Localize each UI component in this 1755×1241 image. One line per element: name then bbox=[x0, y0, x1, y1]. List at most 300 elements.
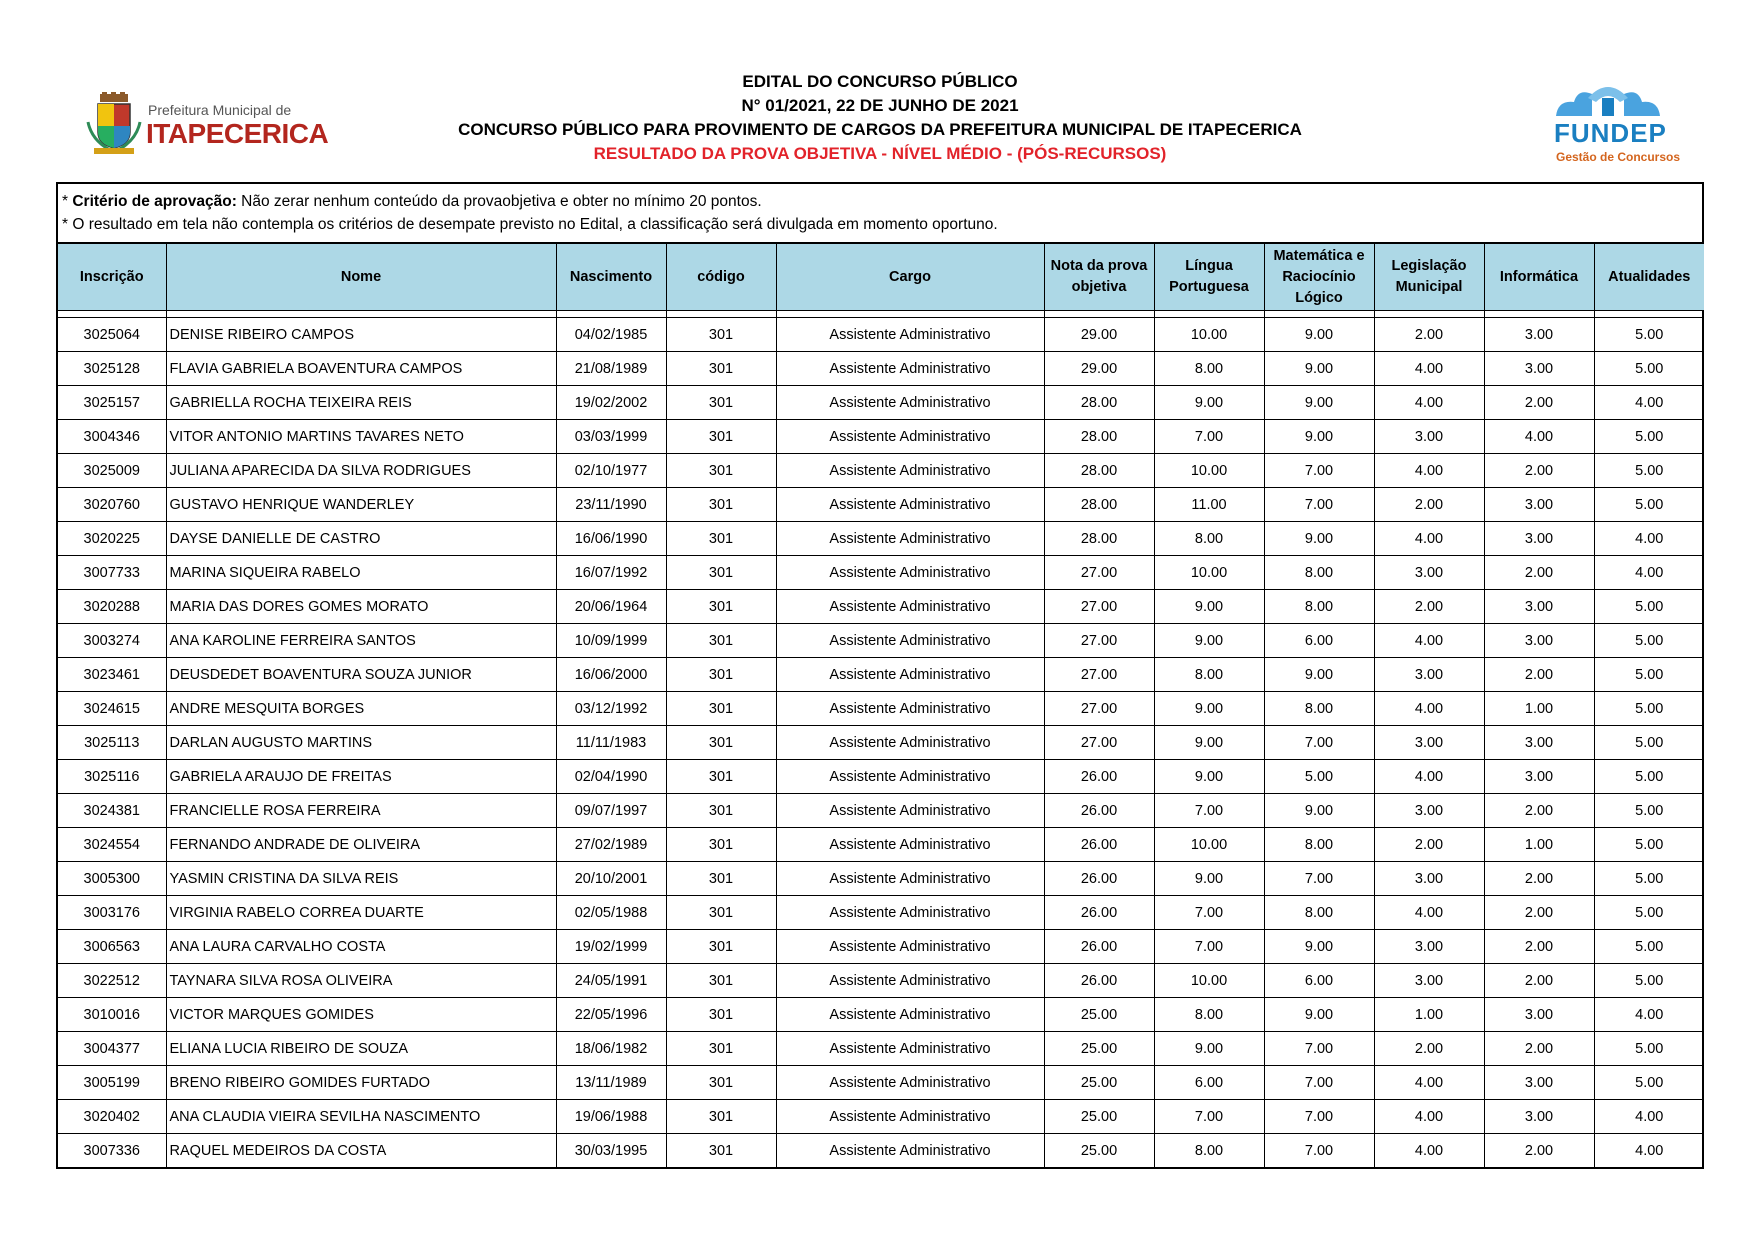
col-informatica-cell: 3.00 bbox=[1484, 1066, 1594, 1100]
col-informatica-cell: 2.00 bbox=[1484, 964, 1594, 998]
col-codigo-cell: 301 bbox=[666, 522, 776, 556]
col-inscricao-cell: 3003176 bbox=[58, 896, 166, 930]
col-atualidades-header: Atualidades bbox=[1594, 244, 1704, 311]
col-atualidades-cell: 5.00 bbox=[1594, 828, 1704, 862]
col-nascimento-cell: 10/09/1999 bbox=[556, 624, 666, 658]
col-codigo-cell: 301 bbox=[666, 692, 776, 726]
col-informatica-cell: 2.00 bbox=[1484, 794, 1594, 828]
col-cargo-cell: Assistente Administrativo bbox=[776, 624, 1044, 658]
col-informatica-cell: 3.00 bbox=[1484, 488, 1594, 522]
col-inscricao-cell: 3025128 bbox=[58, 352, 166, 386]
col-informatica-cell: 3.00 bbox=[1484, 590, 1594, 624]
col-nota-cell: 28.00 bbox=[1044, 420, 1154, 454]
col-lingua-cell: 8.00 bbox=[1154, 998, 1264, 1032]
col-inscricao-cell: 3025009 bbox=[58, 454, 166, 488]
col-legislacao-cell: 4.00 bbox=[1374, 896, 1484, 930]
col-nota-header: Nota da prova objetiva bbox=[1044, 244, 1154, 311]
col-inscricao-cell: 3010016 bbox=[58, 998, 166, 1032]
col-cargo-cell: Assistente Administrativo bbox=[776, 726, 1044, 760]
table-row bbox=[58, 1066, 1704, 1100]
col-legislacao-cell: 4.00 bbox=[1374, 1066, 1484, 1100]
col-inscricao-cell: 3023461 bbox=[58, 658, 166, 692]
col-inscricao-cell: 3004377 bbox=[58, 1032, 166, 1066]
col-atualidades-cell: 5.00 bbox=[1594, 1066, 1704, 1100]
col-nascimento-cell: 21/08/1989 bbox=[556, 352, 666, 386]
col-lingua-cell: 11.00 bbox=[1154, 488, 1264, 522]
col-matematica-cell: 9.00 bbox=[1264, 420, 1374, 454]
table-row bbox=[58, 794, 1704, 828]
col-lingua-cell: 9.00 bbox=[1154, 590, 1264, 624]
table-row bbox=[58, 828, 1704, 862]
col-nota-cell: 26.00 bbox=[1044, 964, 1154, 998]
col-lingua-cell: 8.00 bbox=[1154, 658, 1264, 692]
col-cargo-cell: Assistente Administrativo bbox=[776, 522, 1044, 556]
col-nota-cell: 25.00 bbox=[1044, 998, 1154, 1032]
col-legislacao-cell: 3.00 bbox=[1374, 556, 1484, 590]
table-row bbox=[58, 692, 1704, 726]
col-legislacao-cell: 4.00 bbox=[1374, 1100, 1484, 1134]
col-codigo-cell: 301 bbox=[666, 590, 776, 624]
col-informatica-cell: 3.00 bbox=[1484, 624, 1594, 658]
table-row bbox=[58, 998, 1704, 1032]
col-inscricao-cell: 3025116 bbox=[58, 760, 166, 794]
col-matematica-cell: 7.00 bbox=[1264, 1100, 1374, 1134]
table-row bbox=[58, 930, 1704, 964]
col-cargo-cell: Assistente Administrativo bbox=[776, 420, 1044, 454]
col-nascimento-cell: 22/05/1996 bbox=[556, 998, 666, 1032]
col-nascimento-cell: 16/06/2000 bbox=[556, 658, 666, 692]
col-nascimento-cell: 20/10/2001 bbox=[556, 862, 666, 896]
table-row bbox=[58, 352, 1704, 386]
col-nome-cell: RAQUEL MEDEIROS DA COSTA bbox=[166, 1134, 556, 1168]
col-legislacao-cell: 3.00 bbox=[1374, 658, 1484, 692]
col-nome-cell: GABRIELLA ROCHA TEIXEIRA REIS bbox=[166, 386, 556, 420]
col-informatica-cell: 1.00 bbox=[1484, 692, 1594, 726]
col-inscricao-cell: 3020402 bbox=[58, 1100, 166, 1134]
col-lingua-cell: 9.00 bbox=[1154, 1032, 1264, 1066]
col-inscricao-cell: 3003274 bbox=[58, 624, 166, 658]
col-nascimento-cell: 19/02/2002 bbox=[556, 386, 666, 420]
col-cargo-cell: Assistente Administrativo bbox=[776, 1100, 1044, 1134]
col-nome-cell: BRENO RIBEIRO GOMIDES FURTADO bbox=[166, 1066, 556, 1100]
col-legislacao-cell: 3.00 bbox=[1374, 964, 1484, 998]
col-cargo-cell: Assistente Administrativo bbox=[776, 658, 1044, 692]
col-matematica-cell: 8.00 bbox=[1264, 556, 1374, 590]
col-cargo-cell: Assistente Administrativo bbox=[776, 488, 1044, 522]
col-informatica-cell: 1.00 bbox=[1484, 828, 1594, 862]
col-lingua-cell: 9.00 bbox=[1154, 760, 1264, 794]
col-matematica-cell: 9.00 bbox=[1264, 318, 1374, 352]
col-codigo-cell: 301 bbox=[666, 556, 776, 590]
col-nome-cell: DEUSDEDET BOAVENTURA SOUZA JUNIOR bbox=[166, 658, 556, 692]
col-cargo-cell: Assistente Administrativo bbox=[776, 556, 1044, 590]
col-inscricao-cell: 3025113 bbox=[58, 726, 166, 760]
col-nome-cell: ANDRE MESQUITA BORGES bbox=[166, 692, 556, 726]
col-lingua-cell: 6.00 bbox=[1154, 1066, 1264, 1100]
col-cargo-cell: Assistente Administrativo bbox=[776, 896, 1044, 930]
col-atualidades-cell: 4.00 bbox=[1594, 998, 1704, 1032]
col-cargo-cell: Assistente Administrativo bbox=[776, 760, 1044, 794]
col-codigo-header: código bbox=[666, 244, 776, 311]
col-atualidades-cell: 5.00 bbox=[1594, 862, 1704, 896]
col-inscricao-cell: 3020288 bbox=[58, 590, 166, 624]
col-nascimento-cell: 27/02/1989 bbox=[556, 828, 666, 862]
col-atualidades-cell: 4.00 bbox=[1594, 1100, 1704, 1134]
col-matematica-cell: 7.00 bbox=[1264, 862, 1374, 896]
col-nascimento-cell: 18/06/1982 bbox=[556, 1032, 666, 1066]
col-nome-cell: YASMIN CRISTINA DA SILVA REIS bbox=[166, 862, 556, 896]
col-nome-cell: VITOR ANTONIO MARTINS TAVARES NETO bbox=[166, 420, 556, 454]
note-tiebreak: * O resultado em tela não contempla os critérios de desempate previsto no Edital, a classificação será divulgada em momento oportuno. bbox=[62, 216, 998, 233]
col-nota-cell: 28.00 bbox=[1044, 386, 1154, 420]
col-nascimento-cell: 03/03/1999 bbox=[556, 420, 666, 454]
col-matematica-header: Matemática e Raciocínio Lógico bbox=[1264, 244, 1374, 311]
col-cargo-cell: Assistente Administrativo bbox=[776, 1066, 1044, 1100]
col-informatica-cell: 3.00 bbox=[1484, 998, 1594, 1032]
col-cargo-cell: Assistente Administrativo bbox=[776, 692, 1044, 726]
col-nota-cell: 26.00 bbox=[1044, 930, 1154, 964]
col-nome-cell: GABRIELA ARAUJO DE FREITAS bbox=[166, 760, 556, 794]
col-atualidades-cell: 5.00 bbox=[1594, 488, 1704, 522]
col-lingua-cell: 7.00 bbox=[1154, 794, 1264, 828]
col-informatica-cell: 2.00 bbox=[1484, 862, 1594, 896]
col-nascimento-cell: 04/02/1985 bbox=[556, 318, 666, 352]
col-codigo-cell: 301 bbox=[666, 998, 776, 1032]
col-codigo-cell: 301 bbox=[666, 624, 776, 658]
col-cargo-cell: Assistente Administrativo bbox=[776, 998, 1044, 1032]
col-lingua-cell: 9.00 bbox=[1154, 726, 1264, 760]
col-nome-cell: ANA KAROLINE FERREIRA SANTOS bbox=[166, 624, 556, 658]
col-inscricao-cell: 3024615 bbox=[58, 692, 166, 726]
table-row bbox=[58, 1032, 1704, 1066]
col-matematica-cell: 7.00 bbox=[1264, 1066, 1374, 1100]
col-matematica-cell: 6.00 bbox=[1264, 624, 1374, 658]
col-informatica-cell: 2.00 bbox=[1484, 556, 1594, 590]
col-cargo-cell: Assistente Administrativo bbox=[776, 1032, 1044, 1066]
col-nascimento-cell: 11/11/1983 bbox=[556, 726, 666, 760]
col-nota-cell: 27.00 bbox=[1044, 658, 1154, 692]
col-legislacao-cell: 4.00 bbox=[1374, 454, 1484, 488]
col-codigo-cell: 301 bbox=[666, 964, 776, 998]
col-nome-cell: VICTOR MARQUES GOMIDES bbox=[166, 998, 556, 1032]
col-nota-cell: 28.00 bbox=[1044, 488, 1154, 522]
col-codigo-cell: 301 bbox=[666, 454, 776, 488]
col-nota-cell: 26.00 bbox=[1044, 896, 1154, 930]
col-informatica-cell: 4.00 bbox=[1484, 420, 1594, 454]
col-codigo-cell: 301 bbox=[666, 760, 776, 794]
col-nota-cell: 25.00 bbox=[1044, 1066, 1154, 1100]
col-nota-cell: 29.00 bbox=[1044, 352, 1154, 386]
col-atualidades-cell: 5.00 bbox=[1594, 896, 1704, 930]
col-nota-cell: 25.00 bbox=[1044, 1032, 1154, 1066]
col-inscricao-cell: 3025157 bbox=[58, 386, 166, 420]
col-matematica-cell: 9.00 bbox=[1264, 658, 1374, 692]
table-row bbox=[58, 488, 1704, 522]
col-lingua-cell: 7.00 bbox=[1154, 930, 1264, 964]
col-codigo-cell: 301 bbox=[666, 794, 776, 828]
results-table bbox=[58, 244, 1704, 1167]
col-legislacao-cell: 4.00 bbox=[1374, 522, 1484, 556]
table-row bbox=[58, 862, 1704, 896]
col-inscricao-cell: 3020760 bbox=[58, 488, 166, 522]
col-legislacao-cell: 2.00 bbox=[1374, 590, 1484, 624]
col-informatica-cell: 3.00 bbox=[1484, 318, 1594, 352]
col-nota-cell: 29.00 bbox=[1044, 318, 1154, 352]
col-inscricao-cell: 3024381 bbox=[58, 794, 166, 828]
title-line-2: N° 01/2021, 22 DE JUNHO DE 2021 bbox=[741, 96, 1019, 115]
col-atualidades-cell: 4.00 bbox=[1594, 386, 1704, 420]
logo-city-text: ITAPECERICA bbox=[146, 118, 329, 149]
table-row bbox=[58, 964, 1704, 998]
col-atualidades-cell: 5.00 bbox=[1594, 726, 1704, 760]
col-nascimento-cell: 16/06/1990 bbox=[556, 522, 666, 556]
col-matematica-cell: 8.00 bbox=[1264, 828, 1374, 862]
col-legislacao-header: Legislação Municipal bbox=[1374, 244, 1484, 311]
col-nota-cell: 26.00 bbox=[1044, 760, 1154, 794]
col-legislacao-cell: 4.00 bbox=[1374, 386, 1484, 420]
col-codigo-cell: 301 bbox=[666, 1032, 776, 1066]
col-cargo-cell: Assistente Administrativo bbox=[776, 318, 1044, 352]
table-row bbox=[58, 760, 1704, 794]
col-informatica-cell: 3.00 bbox=[1484, 1100, 1594, 1134]
table-row bbox=[58, 318, 1704, 352]
col-inscricao-cell: 3005199 bbox=[58, 1066, 166, 1100]
table-row bbox=[58, 1100, 1704, 1134]
col-matematica-cell: 9.00 bbox=[1264, 930, 1374, 964]
table-body bbox=[58, 311, 1704, 1168]
col-lingua-cell: 7.00 bbox=[1154, 420, 1264, 454]
col-nascimento-cell: 20/06/1964 bbox=[556, 590, 666, 624]
col-legislacao-cell: 4.00 bbox=[1374, 1134, 1484, 1168]
fundep-cloud-icon bbox=[1548, 78, 1668, 120]
col-inscricao-header: Inscrição bbox=[58, 244, 166, 311]
col-nascimento-cell: 02/10/1977 bbox=[556, 454, 666, 488]
col-atualidades-cell: 5.00 bbox=[1594, 624, 1704, 658]
col-nome-cell: ANA CLAUDIA VIEIRA SEVILHA NASCIMENTO bbox=[166, 1100, 556, 1134]
col-nota-cell: 27.00 bbox=[1044, 692, 1154, 726]
col-matematica-cell: 6.00 bbox=[1264, 964, 1374, 998]
col-lingua-cell: 10.00 bbox=[1154, 828, 1264, 862]
col-cargo-cell: Assistente Administrativo bbox=[776, 454, 1044, 488]
col-informatica-cell: 3.00 bbox=[1484, 726, 1594, 760]
col-legislacao-cell: 4.00 bbox=[1374, 692, 1484, 726]
col-inscricao-cell: 3005300 bbox=[58, 862, 166, 896]
col-atualidades-cell: 5.00 bbox=[1594, 352, 1704, 386]
table-row bbox=[58, 896, 1704, 930]
col-inscricao-cell: 3006563 bbox=[58, 930, 166, 964]
col-matematica-cell: 8.00 bbox=[1264, 896, 1374, 930]
col-codigo-cell: 301 bbox=[666, 862, 776, 896]
col-legislacao-cell: 4.00 bbox=[1374, 624, 1484, 658]
col-legislacao-cell: 3.00 bbox=[1374, 420, 1484, 454]
col-informatica-cell: 2.00 bbox=[1484, 1032, 1594, 1066]
col-lingua-header: Língua Portuguesa bbox=[1154, 244, 1264, 311]
col-lingua-cell: 9.00 bbox=[1154, 862, 1264, 896]
col-nome-cell: MARIA DAS DORES GOMES MORATO bbox=[166, 590, 556, 624]
col-atualidades-cell: 5.00 bbox=[1594, 964, 1704, 998]
col-lingua-cell: 7.00 bbox=[1154, 1100, 1264, 1134]
col-nascimento-cell: 09/07/1997 bbox=[556, 794, 666, 828]
table-row bbox=[58, 556, 1704, 590]
col-cargo-cell: Assistente Administrativo bbox=[776, 794, 1044, 828]
col-codigo-cell: 301 bbox=[666, 318, 776, 352]
col-cargo-cell: Assistente Administrativo bbox=[776, 352, 1044, 386]
col-lingua-cell: 9.00 bbox=[1154, 624, 1264, 658]
col-nome-header: Nome bbox=[166, 244, 556, 311]
col-codigo-cell: 301 bbox=[666, 1100, 776, 1134]
col-atualidades-cell: 4.00 bbox=[1594, 522, 1704, 556]
title-line-3: CONCURSO PÚBLICO PARA PROVIMENTO DE CARGOS DA PREFEITURA MUNICIPAL DE ITAPECERICA bbox=[458, 120, 1302, 139]
col-informatica-cell: 3.00 bbox=[1484, 760, 1594, 794]
col-inscricao-cell: 3007733 bbox=[58, 556, 166, 590]
fundep-tagline: Gestão de Concursos bbox=[1556, 150, 1681, 164]
col-atualidades-cell: 5.00 bbox=[1594, 692, 1704, 726]
col-atualidades-cell: 5.00 bbox=[1594, 760, 1704, 794]
col-matematica-cell: 7.00 bbox=[1264, 1134, 1374, 1168]
col-codigo-cell: 301 bbox=[666, 488, 776, 522]
col-nome-cell: TAYNARA SILVA ROSA OLIVEIRA bbox=[166, 964, 556, 998]
col-nota-cell: 28.00 bbox=[1044, 454, 1154, 488]
col-nascimento-cell: 23/11/1990 bbox=[556, 488, 666, 522]
col-codigo-cell: 301 bbox=[666, 352, 776, 386]
col-atualidades-cell: 5.00 bbox=[1594, 794, 1704, 828]
col-nome-cell: DENISE RIBEIRO CAMPOS bbox=[166, 318, 556, 352]
col-nome-cell: GUSTAVO HENRIQUE WANDERLEY bbox=[166, 488, 556, 522]
col-informatica-cell: 2.00 bbox=[1484, 658, 1594, 692]
col-cargo-cell: Assistente Administrativo bbox=[776, 386, 1044, 420]
table-row bbox=[58, 420, 1704, 454]
col-nascimento-cell: 16/07/1992 bbox=[556, 556, 666, 590]
table-row bbox=[58, 726, 1704, 760]
col-lingua-cell: 8.00 bbox=[1154, 1134, 1264, 1168]
table-row bbox=[58, 590, 1704, 624]
col-nota-cell: 25.00 bbox=[1044, 1134, 1154, 1168]
col-matematica-cell: 9.00 bbox=[1264, 386, 1374, 420]
table-row bbox=[58, 386, 1704, 420]
col-cargo-header: Cargo bbox=[776, 244, 1044, 311]
col-lingua-cell: 8.00 bbox=[1154, 352, 1264, 386]
col-lingua-cell: 9.00 bbox=[1154, 386, 1264, 420]
col-lingua-cell: 10.00 bbox=[1154, 318, 1264, 352]
table-row bbox=[58, 1134, 1704, 1168]
col-lingua-cell: 10.00 bbox=[1154, 454, 1264, 488]
col-informatica-cell: 2.00 bbox=[1484, 930, 1594, 964]
table-spacer-row bbox=[58, 311, 1704, 318]
col-nota-cell: 26.00 bbox=[1044, 828, 1154, 862]
col-nascimento-cell: 19/02/1999 bbox=[556, 930, 666, 964]
table-header-row bbox=[58, 244, 1704, 311]
prefeitura-logo bbox=[86, 92, 329, 156]
col-legislacao-cell: 2.00 bbox=[1374, 488, 1484, 522]
col-nota-cell: 25.00 bbox=[1044, 1100, 1154, 1134]
table-row bbox=[58, 658, 1704, 692]
col-matematica-cell: 9.00 bbox=[1264, 352, 1374, 386]
col-cargo-cell: Assistente Administrativo bbox=[776, 1134, 1044, 1168]
col-nascimento-cell: 03/12/1992 bbox=[556, 692, 666, 726]
municipal-crest-icon bbox=[86, 92, 142, 156]
col-matematica-cell: 8.00 bbox=[1264, 692, 1374, 726]
col-codigo-cell: 301 bbox=[666, 1134, 776, 1168]
col-nascimento-cell: 19/06/1988 bbox=[556, 1100, 666, 1134]
col-atualidades-cell: 5.00 bbox=[1594, 318, 1704, 352]
col-nome-cell: FERNANDO ANDRADE DE OLIVEIRA bbox=[166, 828, 556, 862]
col-nascimento-cell: 30/03/1995 bbox=[556, 1134, 666, 1168]
col-codigo-cell: 301 bbox=[666, 1066, 776, 1100]
col-legislacao-cell: 4.00 bbox=[1374, 352, 1484, 386]
table-row bbox=[58, 522, 1704, 556]
col-legislacao-cell: 2.00 bbox=[1374, 828, 1484, 862]
fundep-name: FUNDEP bbox=[1554, 118, 1667, 148]
col-lingua-cell: 10.00 bbox=[1154, 556, 1264, 590]
col-atualidades-cell: 5.00 bbox=[1594, 930, 1704, 964]
col-inscricao-cell: 3007336 bbox=[58, 1134, 166, 1168]
col-nome-cell: FRANCIELLE ROSA FERREIRA bbox=[166, 794, 556, 828]
col-cargo-cell: Assistente Administrativo bbox=[776, 964, 1044, 998]
col-nome-cell: DAYSE DANIELLE DE CASTRO bbox=[166, 522, 556, 556]
col-atualidades-cell: 4.00 bbox=[1594, 1134, 1704, 1168]
col-legislacao-cell: 2.00 bbox=[1374, 1032, 1484, 1066]
col-atualidades-cell: 4.00 bbox=[1594, 556, 1704, 590]
col-matematica-cell: 7.00 bbox=[1264, 488, 1374, 522]
table-row bbox=[58, 454, 1704, 488]
fundep-logo bbox=[1540, 78, 1680, 168]
col-atualidades-cell: 5.00 bbox=[1594, 1032, 1704, 1066]
col-matematica-cell: 9.00 bbox=[1264, 522, 1374, 556]
col-nota-cell: 27.00 bbox=[1044, 726, 1154, 760]
col-nascimento-header: Nascimento bbox=[556, 244, 666, 311]
col-codigo-cell: 301 bbox=[666, 658, 776, 692]
col-nota-cell: 28.00 bbox=[1044, 522, 1154, 556]
title-line-4: RESULTADO DA PROVA OBJETIVA - NÍVEL MÉDIO - (PÓS-RECURSOS) bbox=[593, 144, 1167, 163]
col-legislacao-cell: 2.00 bbox=[1374, 318, 1484, 352]
col-lingua-cell: 8.00 bbox=[1154, 522, 1264, 556]
col-nome-cell: MARINA SIQUEIRA RABELO bbox=[166, 556, 556, 590]
document-header bbox=[0, 0, 1755, 180]
col-matematica-cell: 7.00 bbox=[1264, 454, 1374, 488]
col-atualidades-cell: 5.00 bbox=[1594, 658, 1704, 692]
col-inscricao-cell: 3004346 bbox=[58, 420, 166, 454]
col-inscricao-cell: 3025064 bbox=[58, 318, 166, 352]
col-lingua-cell: 9.00 bbox=[1154, 692, 1264, 726]
col-inscricao-cell: 3022512 bbox=[58, 964, 166, 998]
col-legislacao-cell: 3.00 bbox=[1374, 794, 1484, 828]
notes-section bbox=[58, 184, 1702, 244]
col-informatica-cell: 2.00 bbox=[1484, 896, 1594, 930]
col-nome-cell: ANA LAURA CARVALHO COSTA bbox=[166, 930, 556, 964]
col-cargo-cell: Assistente Administrativo bbox=[776, 930, 1044, 964]
col-legislacao-cell: 1.00 bbox=[1374, 998, 1484, 1032]
col-matematica-cell: 9.00 bbox=[1264, 998, 1374, 1032]
table-row bbox=[58, 624, 1704, 658]
col-atualidades-cell: 5.00 bbox=[1594, 454, 1704, 488]
col-nota-cell: 27.00 bbox=[1044, 556, 1154, 590]
col-nota-cell: 26.00 bbox=[1044, 862, 1154, 896]
col-atualidades-cell: 5.00 bbox=[1594, 420, 1704, 454]
col-nascimento-cell: 13/11/1989 bbox=[556, 1066, 666, 1100]
col-inscricao-cell: 3020225 bbox=[58, 522, 166, 556]
col-lingua-cell: 10.00 bbox=[1154, 964, 1264, 998]
col-nome-cell: JULIANA APARECIDA DA SILVA RODRIGUES bbox=[166, 454, 556, 488]
results-sheet bbox=[56, 182, 1704, 1169]
col-matematica-cell: 5.00 bbox=[1264, 760, 1374, 794]
note-approval-criteria: * Critério de aprovação: Não zerar nenhum conteúdo da provaobjetiva e obter no mínimo 20 pontos. bbox=[62, 193, 762, 210]
col-legislacao-cell: 3.00 bbox=[1374, 862, 1484, 896]
col-codigo-cell: 301 bbox=[666, 420, 776, 454]
col-nota-cell: 26.00 bbox=[1044, 794, 1154, 828]
title-line-1: EDITAL DO CONCURSO PÚBLICO bbox=[742, 72, 1018, 91]
col-nome-cell: ELIANA LUCIA RIBEIRO DE SOUZA bbox=[166, 1032, 556, 1066]
col-nome-cell: VIRGINIA RABELO CORREA DUARTE bbox=[166, 896, 556, 930]
